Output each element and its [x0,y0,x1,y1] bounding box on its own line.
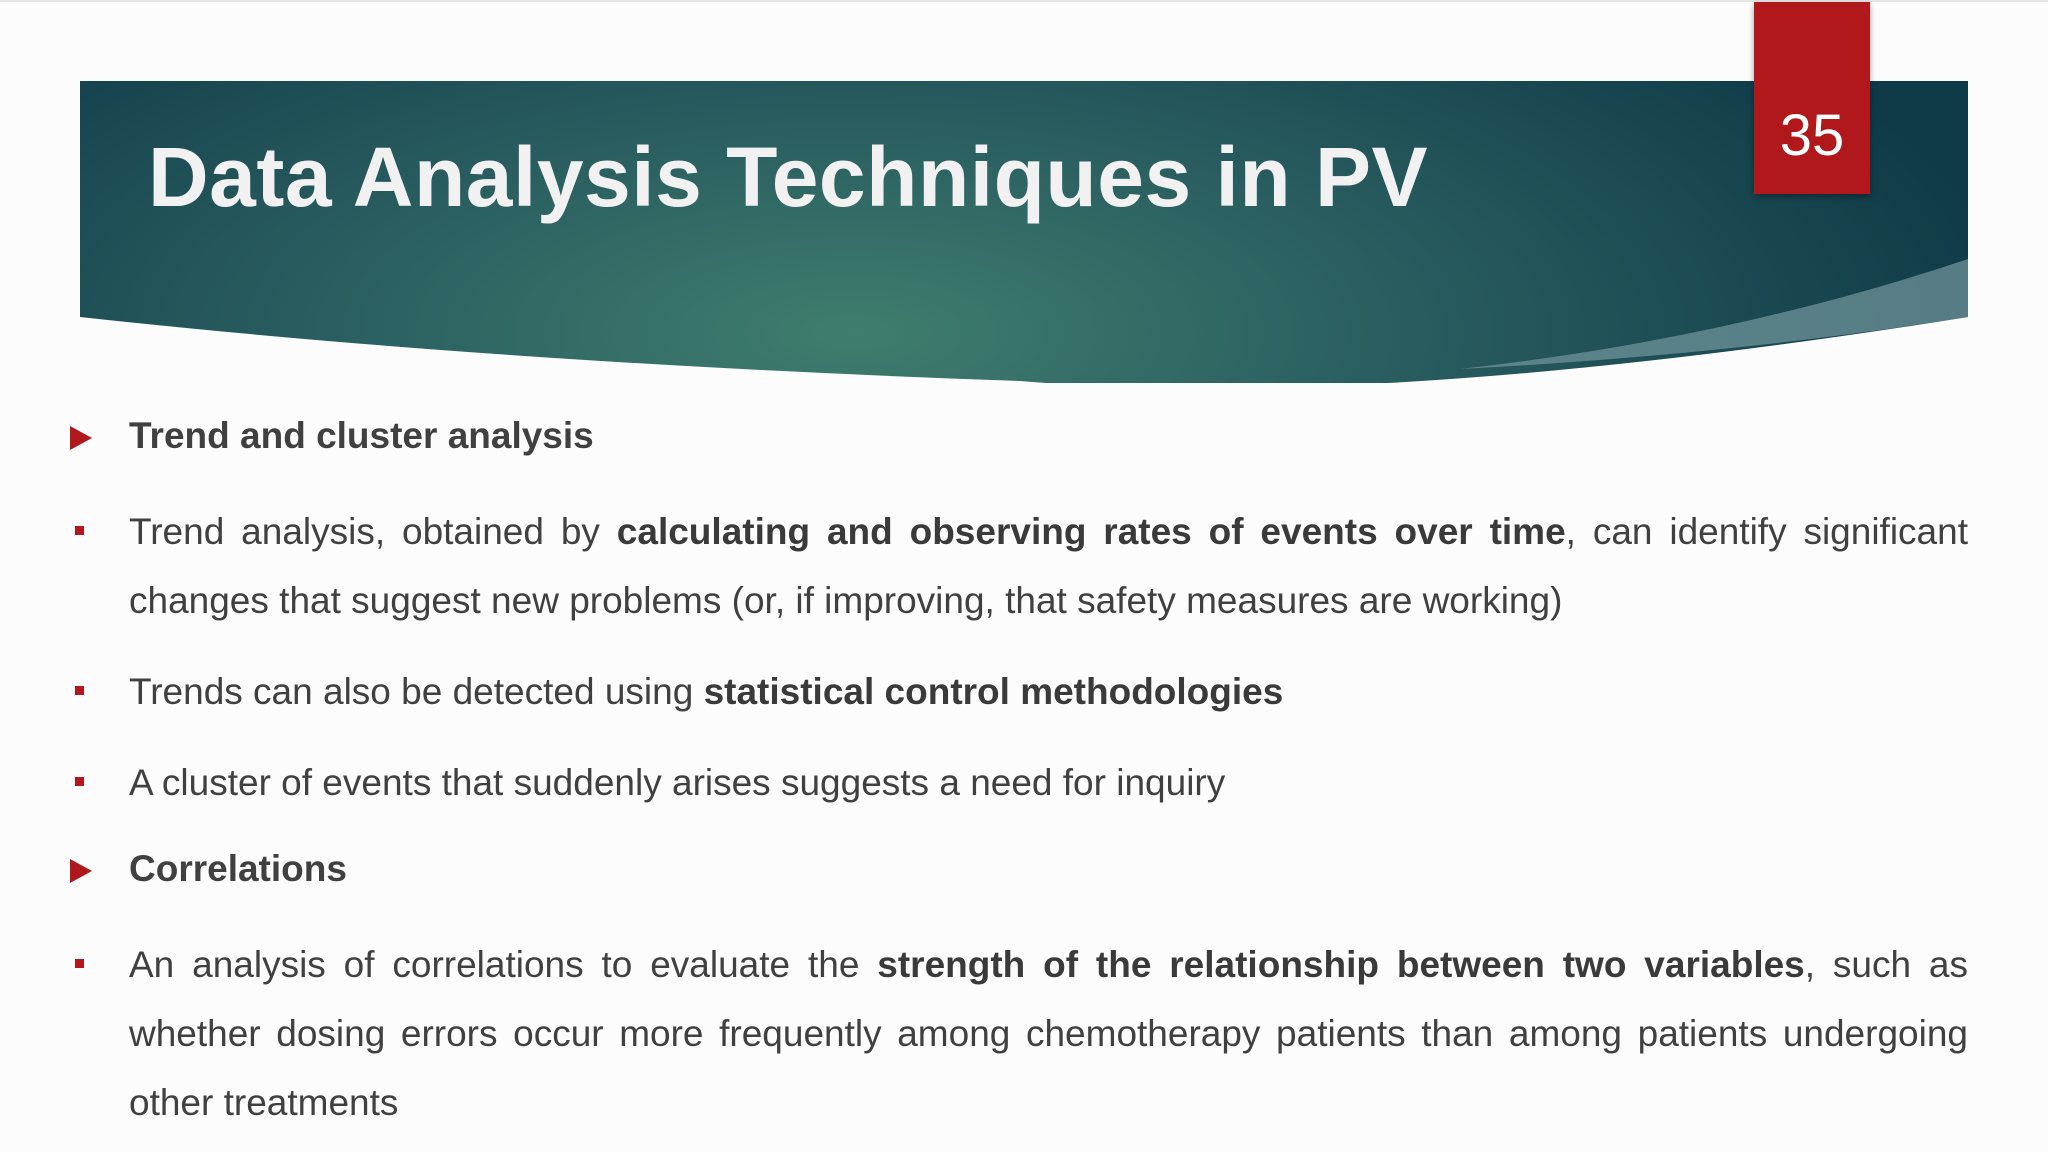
heading-text: Trend and cluster analysis [129,415,594,456]
square-bullet-icon [75,777,84,786]
slide-content [70,406,1968,1159]
section-heading-correlations [70,839,1968,899]
bullet-trend-analysis [70,497,1968,635]
bullet-bold-text: strength of the relationship between two variables [877,944,1805,985]
page-number: 35 [1779,103,1845,168]
page-number-tab [1754,2,1870,194]
section-heading-trend [70,406,1968,466]
bullet-text: , such as whether dosing errors occur more frequently among chemotherapy patients than among patients undergoing other treatments [129,944,1968,1123]
heading-text: Correlations [129,848,347,889]
triangle-right-icon [70,859,92,883]
bullet-text: An analysis of correlations to evaluate the [129,944,878,985]
bullet-text: Trends can also be detected using [129,671,704,712]
square-bullet-icon [75,686,84,695]
bullet-bold-text: calculating and observing rates of events over time [616,511,1566,552]
square-bullet-icon [75,526,84,535]
title-banner [80,81,1968,383]
bullet-cluster-events [70,748,1968,817]
bullet-text: , can identify significant changes that suggest new problems (or, if improving, that safety measures are working) [129,511,1968,621]
bullet-statistical-control [70,657,1968,726]
bullet-bold-text: statistical control methodologies [703,671,1284,712]
bullet-text: Trend analysis, obtained by [129,511,617,552]
square-bullet-icon [75,959,84,968]
triangle-right-icon [70,426,92,450]
bullet-text: A cluster of events that suddenly arises suggests a need for inquiry [129,762,1226,803]
bullet-correlation-analysis [70,930,1968,1137]
slide-title: Data Analysis Techniques in PV [148,130,1429,224]
